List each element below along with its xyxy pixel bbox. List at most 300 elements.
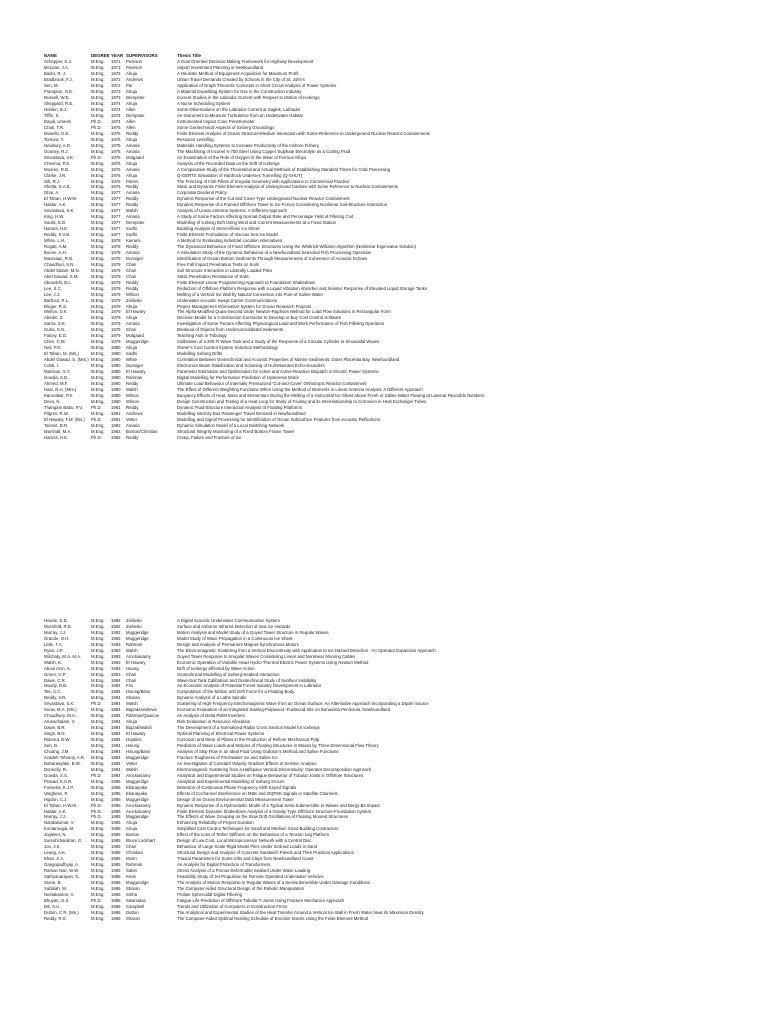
cell-year: 1984 <box>111 743 121 749</box>
cell-year: 1974 <box>111 118 121 124</box>
cell-name: Chen, C.M. <box>44 339 66 345</box>
cell-year: 1986 <box>111 885 121 891</box>
cell-thesis-title: Analysis of Ship Flow in an Ideal Fluid Using Gulloton's Method and Spline Functions <box>177 748 339 754</box>
cell-supervisors: Chari <box>126 844 137 850</box>
cell-supervisors: Sharan <box>126 915 140 921</box>
cell-thesis-title: Finite Element Analysis of Ocean Structure-Medium Interaction with Some Reference to Underground Nuclear Reactor Containments <box>177 130 430 136</box>
cell-supervisors: Amaria <box>126 321 140 327</box>
cell-supervisors: El Hawary <box>126 369 146 375</box>
cell-name: Dhar, A. <box>44 190 60 196</box>
cell-name: Ahmed, M.F. <box>44 380 69 386</box>
cell-name: Tiffin, S. <box>44 113 60 119</box>
cell-degree: M.Eng. <box>91 683 105 689</box>
cell-name: Sen, D. <box>44 743 59 749</box>
cell-supervisors: Dunsiger <box>126 363 144 369</box>
cell-thesis-title: Wave-Soil Tank Calibration and Geotechnical Study of Seafloor Instability <box>177 677 317 683</box>
cell-thesis-title: Teaching Aids in Tribology <box>177 333 227 339</box>
cell-year: 1982 <box>111 629 121 635</box>
cell-year: 1974 <box>111 101 121 107</box>
cell-supervisors: Chari <box>126 677 137 683</box>
cell-supervisors: Allen <box>126 107 136 113</box>
cell-name: Sureshchandran, G. <box>44 838 83 844</box>
cell-year: 1979 <box>111 261 121 267</box>
thesis-table-top <box>44 53 744 440</box>
cell-year: 1977 <box>111 226 121 232</box>
cell-degree: Ph.D. <box>91 802 102 808</box>
cell-degree: M.Eng. <box>91 77 105 83</box>
cell-supervisors: Kierans <box>126 238 141 244</box>
cell-name: El Tahan, H.W.M. <box>44 196 78 202</box>
cell-name: White, L.H. <box>44 238 66 244</box>
cell-year: 1980 <box>111 363 121 369</box>
cell-supervisors: Chari <box>126 273 137 279</box>
cell-degree: M.Eng. <box>91 249 105 255</box>
cell-year: 1984 <box>111 719 121 725</box>
cell-degree: M.Eng. <box>91 172 105 178</box>
cell-year: 1980 <box>111 369 121 375</box>
cell-name: Fonseka, K.J.P. <box>44 784 74 790</box>
cell-year: 1982 <box>111 428 121 434</box>
cell-name: Choudhury, M.A. <box>44 713 76 719</box>
cell-supervisors: Ekanayake <box>126 784 148 790</box>
document-page-bottom <box>0 590 768 1024</box>
cell-year: 1974 <box>111 113 121 119</box>
cell-supervisors: Reddy <box>126 285 139 291</box>
cell-supervisors: Amaria <box>126 422 140 428</box>
cell-thesis-title: Correlation Between Geotechnical and Acoustic Properties of Marine Sediments: Outer Placentia Bay, Newfoundland <box>177 357 400 363</box>
cell-degree: M.Eng. <box>91 267 105 273</box>
table-body-top <box>44 59 744 440</box>
cell-supervisors: Reddy <box>126 434 139 440</box>
cell-year: 1976 <box>111 184 121 190</box>
cell-year: 1981 <box>111 416 121 422</box>
cell-supervisors: Dempster <box>126 113 145 119</box>
cell-name: Chari, T.R. <box>44 124 65 130</box>
cell-degree: M.Eng. <box>91 220 105 226</box>
cell-name: Russell, W.E. <box>44 95 70 101</box>
cell-name: Subbiah, M. <box>44 885 67 891</box>
cell-thesis-title: Creep, Failure and Fracture of Ice <box>177 434 242 440</box>
cell-thesis-title: Breakout of Objects from Undersonsolidated Sediments <box>177 327 284 333</box>
cell-name: Leung, A.K. <box>44 850 67 856</box>
cell-year: 1984 <box>111 689 121 695</box>
cell-year: 1979 <box>111 339 121 345</box>
cell-supervisors: Hsiung/Bass <box>126 748 151 754</box>
cell-thesis-title: Economic Operation of Variable Head Hydro-Thermal Electric Power Systems Using Newton Method <box>177 659 369 665</box>
cell-thesis-title: Surface and Airborne Infrared Detection of Sea Ice Hazards <box>177 623 291 629</box>
cell-name: Soulis, E.D. <box>44 220 67 226</box>
cell-thesis-title: Guyed Tower Response to Irregular Waves Considering Linear and Nonlinear Mooring Cables <box>177 653 356 659</box>
cell-thesis-title: An Instrument to Measure Turbulence from an Underwater Habitat <box>177 113 303 119</box>
cell-thesis-title: Modelling of Iceberg Drift Using Wind and Current Measurements at a Fixed Station <box>177 220 337 226</box>
cell-year: 1983 <box>111 659 121 665</box>
cell-name: Dutton, C.R. (Ms.) <box>44 909 79 915</box>
cell-name: Grande, O.H. <box>44 635 70 641</box>
cell-supervisors: Ahuja <box>126 136 137 142</box>
cell-supervisors: Amaria <box>126 249 140 255</box>
cell-supervisors: Ahuja <box>126 826 137 832</box>
cell-degree: M.Eng. <box>91 653 105 659</box>
cell-name: El Tahan, M. (Ms.) <box>44 351 79 357</box>
cell-thesis-title: Ultimate Load Behaviour of Internally Pressurized 'Cut-and-Cover' Orthotropic Reactor Containment <box>177 380 367 386</box>
cell-degree: M.Eng. <box>91 339 105 345</box>
cell-thesis-title: Digital Modelling for Performance Prediction of Hysteresis Motor <box>177 374 300 380</box>
cell-supervisors: Chari <box>126 267 137 273</box>
cell-supervisors: Vetter <box>126 416 138 422</box>
cell-name: Neelakanton, V. <box>44 891 75 897</box>
cell-year: 1986 <box>111 891 121 897</box>
cell-year: 1980 <box>111 357 121 363</box>
cell-name: El Tahan, H.W.M. <box>44 802 78 808</box>
cell-name: Howse, E.D. <box>44 618 68 623</box>
cell-supervisors: Muggeridge <box>126 754 149 760</box>
cell-year: 1973 <box>111 95 121 101</box>
table-row <box>44 435 744 441</box>
cell-degree: M.Eng. <box>91 59 105 65</box>
cell-name: Jogleker, N. <box>44 832 67 838</box>
cell-year: 1980 <box>111 386 121 392</box>
cell-degree: M.Eng. <box>91 850 105 856</box>
cell-supervisors: Amaria <box>126 190 140 196</box>
cell-degree: M.Eng. <box>91 410 105 416</box>
cell-supervisors: Hsiung/Bass <box>126 689 151 695</box>
cell-degree: M.Eng. <box>91 95 105 101</box>
cell-thesis-title: Scattering of High-Frequency Electromagnetic Wave from an Ocean Surface: An Alternative Approach Incorporating a Dipole Source <box>177 701 429 707</box>
cell-supervisors: Walsh <box>126 701 138 707</box>
cell-degree: M.Eng. <box>91 107 105 113</box>
cell-year: 1985 <box>111 850 121 856</box>
cell-degree: M.Eng. <box>91 778 105 784</box>
cell-thesis-title: An Analysis for Digital Protection of Transformers <box>177 862 271 868</box>
cell-thesis-title: Enhancing Reliability of Project Duration <box>177 820 254 826</box>
cell-thesis-title: Analysis of Linear Antenna Systems: A Different Approach <box>177 208 288 214</box>
cell-supervisors: Arockiasamy <box>126 802 151 808</box>
cell-name: Wellon, D.K. <box>44 309 68 315</box>
cell-year: 1983 <box>111 665 121 671</box>
cell-year: 1975 <box>111 142 121 148</box>
cell-thesis-title: Finite Element Formulation of Viscous Sea Ice Model <box>177 232 278 238</box>
cell-year: 1979 <box>111 315 121 321</box>
cell-supervisors: Dempster <box>126 220 145 226</box>
cell-thesis-title: A Comparative Study of the Theoretical and Actual Methods of Establishing Standard Times for Crab Processing <box>177 166 391 172</box>
cell-thesis-title: Finite Element Linear Programming Approach to Foundation Shakedown <box>177 279 316 285</box>
cell-degree: M.Eng. <box>91 677 105 683</box>
cell-thesis-title: Detection of Continuous Phase Frequency Shift Keyed Signals <box>177 784 297 790</box>
cell-thesis-title: Soil Structure Interaction in Laterally Loaded Piles <box>177 267 273 273</box>
cell-degree: M.Eng. <box>91 629 105 635</box>
cell-degree: M.Eng. <box>91 635 105 641</box>
cell-name: Lee, J.J. <box>44 291 61 297</box>
cell-degree: M.Eng. <box>91 369 105 375</box>
cell-name: Sarna, S.K. <box>44 321 66 327</box>
cell-supervisors: Sinha <box>126 891 137 897</box>
cell-thesis-title: Static Penetration Resistance of Soils <box>177 273 249 279</box>
cell-year: 1986 <box>111 873 121 879</box>
cell-year: 1984 <box>111 772 121 778</box>
cell-year: 1975 <box>111 148 121 154</box>
cell-degree: M.Eng. <box>91 297 105 303</box>
cell-year: 1983 <box>111 653 121 659</box>
cell-name: Sathyanarayan, G. <box>44 873 80 879</box>
cell-thesis-title: Stress Analysis of a Porous Deformable Seabed Under Wave Loading <box>177 868 311 874</box>
cell-supervisors: Ahuja <box>126 172 137 178</box>
cell-year: 1986 <box>111 903 121 909</box>
cell-supervisors: Wilson <box>126 291 139 297</box>
cell-degree: M.Eng. <box>91 796 105 802</box>
cell-name: Joo, J.S. <box>44 844 61 850</box>
cell-thesis-title: Geotechnical Modelling of Iceberg-Seabed Interaction <box>177 671 280 677</box>
cell-name: Boone, A.H. <box>44 249 67 255</box>
cell-name: Mir, S.U. <box>44 903 61 909</box>
cell-name: Sen, M. <box>44 83 59 89</box>
cell-supervisors: Sodhi <box>126 226 137 232</box>
cell-supervisors: White <box>126 357 137 363</box>
cell-year: 1983 <box>111 635 121 641</box>
cell-supervisors: Molgaard <box>126 333 144 339</box>
cell-thesis-title: Identification of Ocean Bottom Sediments Through Measurements of Coherence of Acoustic Echoes <box>177 255 368 261</box>
cell-degree: M.Eng. <box>91 136 105 142</box>
cell-degree: Ph.D. <box>91 118 102 124</box>
cell-name: Abedin, Z. <box>44 315 64 321</box>
cell-year: 1985 <box>111 814 121 820</box>
cell-supervisors: Dempster <box>126 95 145 101</box>
cell-thesis-title: A Nurse Scheduling System <box>177 101 231 107</box>
cell-degree: M.Eng. <box>91 641 105 647</box>
cell-supervisors: Boston <box>126 832 140 838</box>
cell-year: 1977 <box>111 196 121 202</box>
cell-name: Devo, N. <box>44 398 61 404</box>
cell-name: Walsh, K. <box>44 659 63 665</box>
cell-year: 1979 <box>111 309 121 315</box>
cell-name: Moores, R.D. <box>44 166 70 172</box>
cell-supervisors: Hopkins <box>126 737 142 743</box>
cell-thesis-title: Decision Model for a Construction Contractor to Develop or Buy Cost Control Software <box>177 315 342 321</box>
cell-supervisors: Chari <box>126 671 137 677</box>
cell-supervisors: Ahuja <box>126 345 137 351</box>
cell-degree: M.Eng. <box>91 903 105 909</box>
cell-degree: M.Eng. <box>91 303 105 309</box>
cell-name: Mosello, D.E. <box>44 130 70 136</box>
cell-degree: M.Eng. <box>91 321 105 327</box>
table-row <box>44 916 744 922</box>
cell-thesis-title: Urban Travel Demands Created by Schools in the City of St. John's <box>177 77 305 83</box>
cell-thesis-title: The Analytical and Experimental Studies of the Heat Transfer Around a Vertical Ice Wall in Fresh Water Near its Maximum Density <box>177 909 424 915</box>
cell-degree: Ph.D. <box>91 434 102 440</box>
cell-degree: M.Eng. <box>91 208 105 214</box>
cell-thesis-title: Application of Graph Theoretic Concepts in Short Circuit Analysis of Power Systems <box>177 83 337 89</box>
cell-supervisors: Boston/Christian <box>126 428 158 434</box>
cell-thesis-title: Instrumented Impact Cone Penetrometer <box>177 118 255 124</box>
cell-degree: M.Eng. <box>91 190 105 196</box>
cell-supervisors: Ahuja <box>126 71 137 77</box>
cell-supervisors: Walsh <box>126 766 138 772</box>
cell-degree: M.Eng. <box>91 647 105 653</box>
cell-thesis-title: Feasibility Study of Jet Propulsion for Remote Operated Underwater Vehicles <box>177 873 324 879</box>
cell-thesis-title: Optimal Planning of Electrical Power Systems <box>177 731 265 737</box>
cell-name: Rogati, A.M. <box>44 244 68 249</box>
cell-thesis-title: The Effect of Different Weighting Functions When Using the Method of Moments in Linear Antenna Analysis: A Different Approach <box>177 386 423 392</box>
cell-degree: M.Eng. <box>91 279 105 285</box>
cell-degree: M.Eng. <box>91 754 105 760</box>
cell-year: 1985 <box>111 784 121 790</box>
cell-thesis-title: Analysis of the Recorded Data on the Drift of Icebergs <box>177 160 280 166</box>
cell-thesis-title: Some Observations on the Labrador Current at Saglek, Labrador <box>177 107 301 113</box>
cell-degree: M.Eng. <box>91 665 105 671</box>
cell-year: 1977 <box>111 220 121 226</box>
cell-degree: M.Eng. <box>91 713 105 719</box>
cell-name: Gangopadhyay, A. <box>44 862 80 868</box>
cell-degree: M.Eng. <box>91 832 105 838</box>
cell-thesis-title: An Examination of the Role of Oxygen in the Wear of Ferrous Alloys <box>177 154 307 160</box>
cell-supervisors: Haung <box>126 665 139 671</box>
cell-degree: M.Eng. <box>91 238 105 244</box>
cell-degree: M.Eng. <box>91 160 105 166</box>
cell-year: 1985 <box>111 820 121 826</box>
cell-thesis-title: Finite Element Dynamic Shakedown Analysis of a Gravity Type Offshore Structure-Foundation System <box>177 808 372 814</box>
cell-supervisors: Ahuja <box>126 101 137 107</box>
cell-year: 1984 <box>111 701 121 707</box>
cell-name: Pilgrim, R.W. <box>44 410 69 416</box>
cell-supervisors: Walsh <box>126 208 138 214</box>
cell-degree: M.Eng. <box>91 65 105 71</box>
cell-supervisors: Swamidas <box>126 897 146 903</box>
cell-name: Snow, M.A. (Ms.) <box>44 707 77 713</box>
cell-degree: M.Eng. <box>91 226 105 232</box>
cell-supervisors: Allen <box>126 124 136 130</box>
cell-degree: M.Eng. <box>91 725 105 731</box>
cell-name: Mansour, S.Y. <box>44 369 71 375</box>
cell-degree: M.Eng. <box>91 71 105 77</box>
cell-year: 1980 <box>111 345 121 351</box>
cell-supervisors: Muggeridge <box>126 879 149 885</box>
cell-thesis-title: An Economic Analysis of Potential Forest Industry Development in Labrador <box>177 683 322 689</box>
cell-year: 1982 <box>111 422 121 428</box>
cell-thesis-title: Buckling Analysis of Semi-Infinite Ice Sheet <box>177 226 260 232</box>
cell-name: King, H.W. <box>44 214 65 220</box>
cell-name: Dawe, B.R. <box>44 725 66 731</box>
cell-thesis-title: Analytical and Experimental Modelling of Iceberg Scours <box>177 778 285 784</box>
cell-thesis-title: An Investigation of Constant Velocity Gradient Effects in Seismic Analysis <box>177 760 317 766</box>
cell-thesis-title: A Digital Acoustic Underwater Communication System <box>177 618 280 623</box>
cell-name: Khan, Z.A. <box>44 856 65 862</box>
cell-supervisors: Amaria <box>126 214 140 220</box>
cell-degree: M.Eng. <box>91 760 105 766</box>
cell-year: 1975 <box>111 130 121 136</box>
cell-degree: M.Eng. <box>91 743 105 749</box>
cell-degree: M.Eng. <box>91 214 105 220</box>
cell-name: Raman Nair, W.W. <box>44 868 80 874</box>
cell-supervisors: Reddy <box>126 184 139 190</box>
cell-thesis-title: Dynamic Simulation Model of a Local Switching Network <box>177 422 285 428</box>
cell-name: Murray, J.J. <box>44 814 67 820</box>
cell-name: Butler, R. J. <box>44 71 67 77</box>
cell-name: Lee, S.C. <box>44 285 62 291</box>
cell-year: 1984 <box>111 677 121 683</box>
cell-degree: M.Eng. <box>91 327 105 333</box>
table-body-bottom <box>44 618 744 922</box>
cell-degree: M.Eng. <box>91 719 105 725</box>
cell-name: Tarrant, D.R. <box>44 422 69 428</box>
header-degree: DEGREE <box>91 53 110 58</box>
cell-name: Haldar, A.K. <box>44 808 67 814</box>
cell-thesis-title: Airport Investment Planning in Newfoundland <box>177 65 263 71</box>
cell-thesis-title: Corrosion and Wear of Plates in the Production of Refiner Mechanical Pulp <box>177 737 320 743</box>
cell-thesis-title: Dynamic Response of the Cut and Cover Type Underground Nuclear Reactor Containment <box>177 196 350 202</box>
cell-name: Hamza, H.E. <box>44 434 69 440</box>
cell-supervisors: Molgaard <box>126 154 144 160</box>
cell-name: Barbour, R.L. <box>44 297 70 303</box>
cell-name: Srivastava, S.K. <box>44 701 75 707</box>
cell-thesis-title: Motion Analysis and Model Study of a Guyed Tower Structure in Regular Waves <box>177 629 329 635</box>
cell-name: Shetta, S.A.E. <box>44 184 71 190</box>
cell-year: 1984 <box>111 683 121 689</box>
cell-degree: M.Eng. <box>91 838 105 844</box>
cell-name: Thangam Babu, P.V. <box>44 404 83 410</box>
cell-supervisors: Dunsiger <box>126 255 144 261</box>
cell-degree: M.Eng. <box>91 345 105 351</box>
cell-year: 1971 <box>111 65 121 71</box>
cell-degree: M.Eng. <box>91 309 105 315</box>
cell-thesis-title: The Dynamical Behaviour of Fixed Offshore Structures Using the Whittrick-Williams Algorithm (Nonlinear Eigenvalue Solution) <box>177 244 417 249</box>
cell-supervisors: Wilson <box>126 392 139 398</box>
cell-thesis-title: Owner's Cost Control System Selection Methodology <box>177 345 278 351</box>
cell-name: Murray, J.J. <box>44 629 67 635</box>
cell-year: 1972 <box>111 77 121 83</box>
cell-year: 1978 <box>111 249 121 255</box>
cell-thesis-title: Melting of a Vertical Ice Wall by Natural Convection into Pure of Saline Water <box>177 291 324 297</box>
cell-supervisors: Muggeridge <box>126 635 149 641</box>
cell-thesis-title: Free Fall Impact Penetration Tests on Soils <box>177 261 259 267</box>
cell-thesis-title: Reduction of Offshore Platform Response with a Liquid Vibration Absorber and Seismic Response of Elevated Liquid Storage Tanks <box>177 285 428 291</box>
cell-year: 1975 <box>111 124 121 130</box>
cell-supervisors: Ahuja <box>126 89 137 95</box>
cell-thesis-title: Current Studies in the Labrador Current with Respect to Motion of Icebergs <box>177 95 320 101</box>
cell-thesis-title: Some Geotechnical Aspects of Iceberg Groundings <box>177 124 275 130</box>
cell-year: 1984 <box>111 695 121 701</box>
cell-degree: Ph.D. <box>91 808 102 814</box>
cell-name: Abel Gawad, S.M. <box>44 273 79 279</box>
cell-year: 1985 <box>111 832 121 838</box>
cell-supervisors: El Hawary <box>126 309 146 315</box>
cell-year: 1974 <box>111 107 121 113</box>
cell-supervisors: Wilson <box>126 398 139 404</box>
cell-thesis-title: Electromagnetic Scattering from a Halfspace Vertical Discontinuity: Operator Decomposition Approach <box>177 766 372 772</box>
cell-name: Prasad, K.S.R. <box>44 778 73 784</box>
cell-degree: M.Eng. <box>91 178 105 184</box>
cell-degree: Ph.D. <box>91 701 102 707</box>
cell-name: Ringer, R.S. <box>44 303 68 309</box>
cell-year: 1979 <box>111 297 121 303</box>
cell-supervisors: Amaria <box>126 142 140 148</box>
cell-supervisors: Andrews <box>126 410 143 416</box>
cell-supervisors: Dutton <box>126 909 139 915</box>
cell-name: Srivastava, S.K. <box>44 208 75 214</box>
cell-supervisors: Ahuja <box>126 160 137 166</box>
cell-thesis-title: The Computer-Aided Optimal Hoisting Schedule of Erection Inserts Using the Finite Element Method <box>177 915 369 921</box>
cell-thesis-title: Design of an Ocean Environmental Data Measurement Tower <box>177 796 294 802</box>
cell-supervisors: Amaria <box>126 166 140 172</box>
cell-degree: M.Eng. <box>91 879 105 885</box>
cell-degree: M.Eng. <box>91 428 105 434</box>
cell-year: 1982 <box>111 434 121 440</box>
cell-year: 1980 <box>111 374 121 380</box>
cell-thesis-title: A Material Expediting System for Use in the Construction Industry <box>177 89 302 95</box>
cell-name: Tomura, Y. <box>44 136 65 142</box>
cell-year: 1976 <box>111 160 121 166</box>
cell-year: 1984 <box>111 731 121 737</box>
cell-thesis-title: Simplified Cost Control Techniques for Small and Medium Sized Building Contractors <box>177 826 339 832</box>
cell-degree: M.Eng. <box>91 130 105 136</box>
